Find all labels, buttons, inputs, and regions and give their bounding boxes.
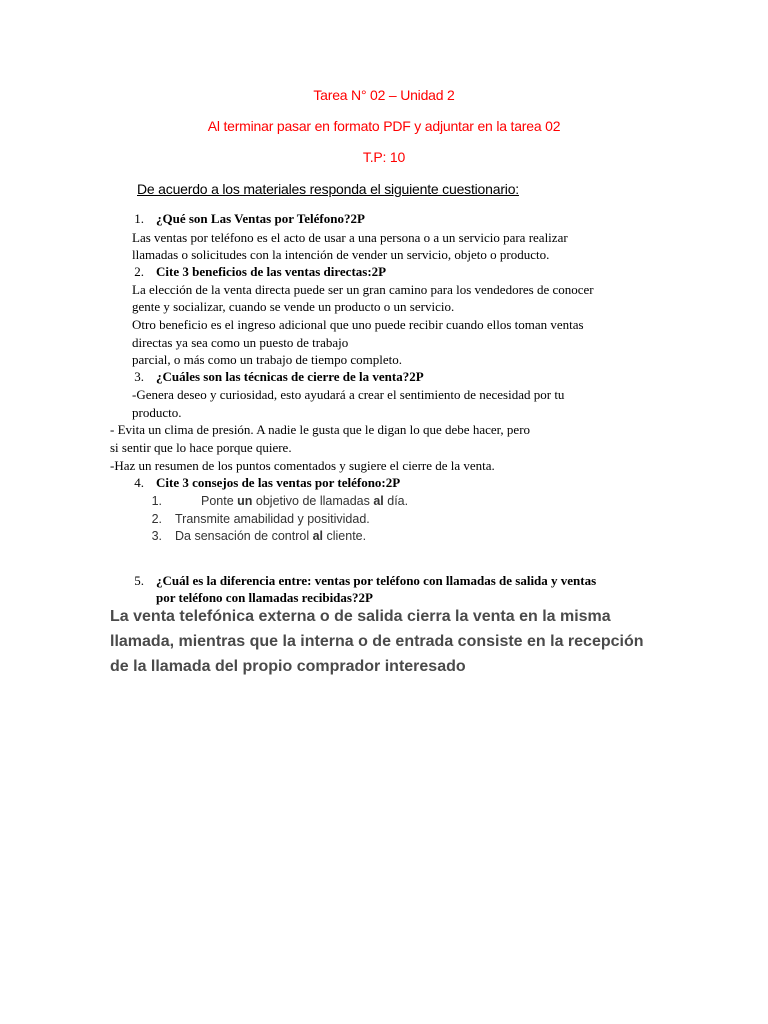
question-2-answer-line: parcial, o más como un trabajo de tiempo completo. [132,352,403,367]
question-1-answer-line: Las ventas por teléfono es el acto de usar a una persona o a un servicio para realizar [132,230,568,245]
tip-3-number: 3. [151,529,162,543]
question-2-answer-line: gente y socializar, cuando se vende un producto o un servicio. [132,299,455,314]
tip-3-text: Da sensación de control al cliente. [175,529,367,543]
question-2-answer-line: Otro beneficio es el ingreso adicional que uno puede recibir cuando ellos toman ventas [132,317,584,332]
tp-score: T.P: 10 [362,149,406,165]
question-5-number: 5. [134,573,144,588]
question-3-answer-line: -Genera deseo y curiosidad, esto ayudará a crear el sentimiento de necesidad por tu [132,387,565,402]
question-5-text-line: por teléfono con llamadas recibidas?2P [156,590,373,605]
question-2-text: Cite 3 beneficios de las ventas directas:2P [156,264,387,279]
question-2-number: 2. [134,264,144,279]
question-3-answer-line: - Evita un clima de presión. A nadie le gusta que le digan lo que debe hacer, pero [110,422,531,437]
question-5-answer [110,604,670,679]
question-4-text: Cite 3 consejos de las ventas por teléfono:2P [156,475,401,490]
question-3-text: ¿Cuáles son las técnicas de cierre de la venta?2P [156,369,424,384]
question-2-answer-line: directas ya sea como un puesto de trabajo [132,335,349,350]
question-3-answer-line: si sentir que lo hace porque quiere. [110,440,292,455]
question-1-number: 1. [134,211,144,226]
question-3-number: 3. [134,369,144,384]
question-1-text: ¿Qué son Las Ventas por Teléfono?2P [156,211,365,226]
question-3-answer-line: -Haz un resumen de los puntos comentados y sugiere el cierre de la venta. [110,458,495,473]
tip-1-number: 1. [151,494,162,508]
submission-instruction: Al terminar pasar en formato PDF y adjuntar en la tarea 02 [207,118,561,134]
question-3-answer-line: producto. [132,405,182,420]
question-5-answer-line: llamada, mientras que la interna o de entrada consiste en la recepción [110,633,644,650]
assignment-title: Tarea N° 02 – Unidad 2 [313,87,455,103]
tip-2-text: Transmite amabilidad y positividad. [175,512,370,526]
questionnaire-lead: De acuerdo a los materiales responda el siguiente cuestionario: [137,181,519,197]
question-5-text-line: ¿Cuál es la diferencia entre: ventas por teléfono con llamadas de salida y ventas [156,573,597,588]
question-2-answer-line: La elección de la venta directa puede ser un gran camino para los vendedores de conocer [132,282,594,297]
question-4-number: 4. [134,475,144,490]
question-1-answer-line: llamadas o solicitudes con la intención de vender un servicio, objeto o producto. [132,247,550,262]
tip-2-number: 2. [151,512,162,526]
tip-1-text: Ponte un objetivo de llamadas al día. [201,494,409,508]
question-5-answer-line: La venta telefónica externa o de salida cierra la venta en la misma [110,608,611,625]
question-5-answer-line: de la llamada del propio comprador interesado [110,658,466,675]
